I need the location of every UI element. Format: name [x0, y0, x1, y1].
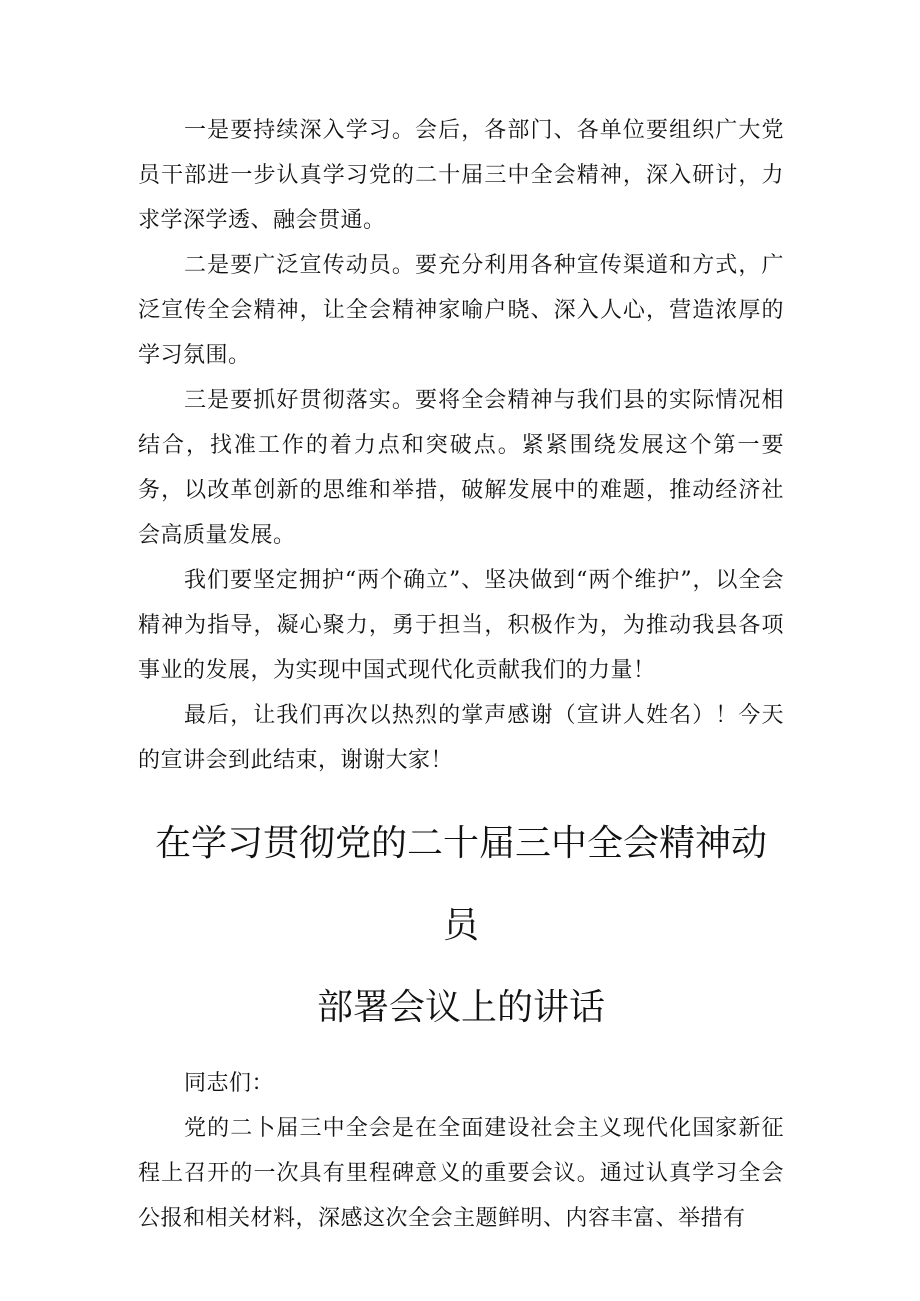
speech-title [138, 803, 784, 1049]
paragraph-commitment: 我们要坚定拥护“两个确立”、坚决做到“两个维护”，以全会精神为指导，凝心聚力，勇于担当，积极作为，为推动我县各项事业的发展，为实现中国式现代化贡献我们的力量！ [138, 568, 784, 683]
document-page [138, 108, 784, 1241]
salutation: 同志们： [184, 1071, 275, 1096]
speech-title-line-2: 部署会议上的讲话 [316, 987, 605, 1028]
paragraph-closing: 最后，让我们再次以热烈的掌声感谢（宣讲人姓名）！今天的宣讲会到此结束，谢谢大家！ [138, 703, 784, 773]
speech-title-line-1: 在学习贯彻党的二十届三中全会精神动员 [154, 823, 767, 946]
paragraph-introduction: 党的二卜届三中全会是在全面建设社会主义现代化国家新征程上召开的一次具有里程碑意义的重要会议。通过认真学习全会公报和相关材料，深感这次全会主题鲜明、内容丰富、举措有 [138, 1116, 784, 1231]
paragraph-publicize: 二是要广泛宣传动员。要充分利用各种宣传渠道和方式，广泛宣传全会精神，让全会精神家喻户晓、深入人心，营造浓厚的学习氛围。 [138, 253, 784, 368]
paragraph-implement: 三是要抓好贯彻落实。要将全会精神与我们县的实际情况相结合，找准工作的着力点和突破点。紧紧围绕发展这个第一要务，以改革创新的思维和举措，破解发展中的难题，推动经济社会高质量发展。 [138, 388, 784, 548]
paragraph-study: 一是要持续深入学习。会后，各部门、各单位要组织广大党员干部进一步认真学习党的二十届三中全会精神，深入研讨，力求学深学透、融会贯通。 [138, 118, 784, 233]
